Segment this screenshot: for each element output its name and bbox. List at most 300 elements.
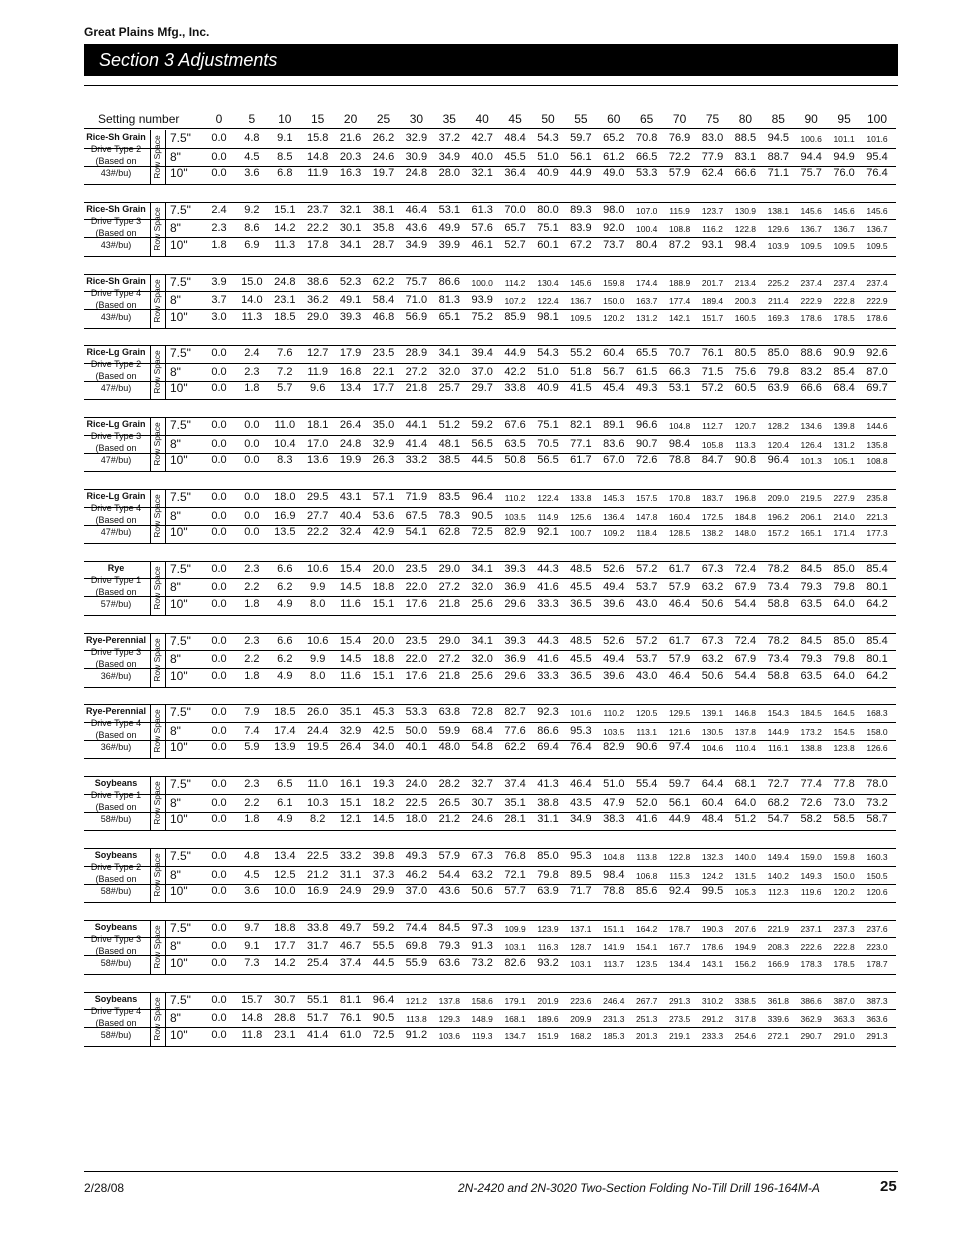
rate-cell: 10.6 (306, 634, 329, 647)
rate-cell: 78.8 (668, 454, 691, 467)
rate-cell: 36.5 (570, 597, 592, 610)
rate-cell: 63.2 (471, 868, 493, 881)
setting-number: 10 (278, 112, 292, 126)
row-space-label: Row Space (152, 135, 162, 179)
setting-number: 85 (771, 112, 785, 126)
rate-cell: 85.0 (537, 850, 559, 862)
rate-cell: 4.9 (277, 669, 293, 682)
rate-cell: 23.1 (274, 1028, 296, 1041)
rate-cell: 14.5 (372, 813, 395, 826)
rate-cell: 36.9 (504, 653, 526, 666)
rate-cell: 122.4 (537, 493, 559, 503)
page-number: 25 (880, 1178, 897, 1195)
rate-cell: 0.0 (211, 653, 227, 666)
row-space-label: Row Space (152, 350, 162, 395)
rate-cell: 74.4 (405, 921, 428, 934)
table-row (84, 507, 896, 526)
rate-cell: 9.9 (310, 581, 326, 594)
rate-cell: 219.5 (800, 493, 822, 503)
rate-cell: 133.8 (570, 493, 592, 503)
rate-cell: 1.8 (244, 813, 260, 826)
rate-cell: 8.0 (310, 597, 326, 610)
rate-cell: 54.3 (537, 347, 559, 360)
rate-cell: 177.3 (866, 528, 888, 538)
crop-detail: (Based on (95, 730, 137, 741)
rate-cell: 93.1 (701, 238, 724, 251)
crop-detail: 43#/bu) (100, 311, 132, 322)
rate-cell: 1.8 (244, 382, 260, 395)
row-spacing: 10" (170, 812, 188, 827)
rate-cell: 154.5 (833, 726, 855, 737)
rate-cell: 0.0 (244, 419, 260, 432)
row-space-label: Row Space (152, 422, 162, 466)
rate-cell: 61.7 (668, 562, 691, 575)
setting-number: 25 (376, 112, 391, 126)
rate-cell: 6.8 (277, 167, 293, 179)
rate-cell: 170.8 (668, 493, 691, 503)
rate-cell: 18.8 (372, 581, 395, 594)
rate-cell: 143.1 (701, 958, 724, 969)
rate-cell: 150.0 (833, 870, 855, 881)
rate-cell: 22.0 (405, 653, 428, 666)
rate-cell: 2.3 (244, 634, 260, 647)
rate-cell: 113.7 (603, 958, 625, 969)
setting-number: 30 (409, 112, 424, 126)
rate-cell: 363.6 (866, 1014, 888, 1025)
rate-cell: 128.7 (570, 942, 592, 953)
rate-cell: 66.6 (800, 382, 822, 395)
rate-cell: 63.5 (800, 597, 822, 610)
rate-cell: 12.7 (306, 347, 329, 360)
rate-cell: 37.2 (438, 132, 460, 144)
rate-cell: 15.1 (274, 203, 296, 216)
rate-cell: 154.1 (636, 942, 658, 953)
rate-cell: 94.5 (767, 132, 789, 144)
rate-cell: 207.6 (734, 923, 757, 934)
rate-cell: 118.4 (636, 528, 657, 538)
rate-cell: 59.9 (438, 724, 460, 737)
rate-cell: 45.4 (603, 382, 625, 395)
setting-number: 15 (311, 112, 325, 126)
rate-cell: 70.5 (537, 437, 559, 450)
rate-cell: 20.0 (372, 634, 395, 647)
rate-cell: 104.8 (603, 852, 625, 862)
rate-cell: 72.6 (635, 454, 658, 467)
rate-cell: 4.8 (244, 850, 260, 862)
rate-cell: 6.5 (277, 778, 293, 791)
rate-cell: 62.8 (438, 526, 460, 538)
rate-cell: 120.5 (636, 708, 658, 719)
rate-cell: 22.5 (405, 796, 428, 809)
rate-cell: 105.1 (833, 456, 855, 467)
rate-cell: 35.1 (339, 706, 362, 719)
rate-cell: 45.3 (372, 706, 395, 719)
rate-cell: 53.1 (438, 203, 460, 216)
rate-cell: 13.4 (274, 850, 296, 862)
table-row (84, 130, 896, 147)
rate-cell: 37.0 (405, 885, 428, 897)
row-spacing: 10" (170, 884, 188, 898)
rate-cell: 0.0 (211, 706, 227, 719)
rate-cell: 18.5 (274, 310, 296, 323)
rate-cell: 71.5 (701, 365, 724, 378)
rate-cell: 72.4 (734, 562, 757, 575)
rate-cell: 23.5 (405, 634, 428, 647)
rate-cell: 29.6 (504, 669, 526, 682)
rate-cell: 168.3 (866, 708, 888, 719)
rate-cell: 115.3 (669, 870, 690, 881)
crop-detail: (Based on (95, 586, 137, 597)
table-row (84, 848, 896, 865)
rate-cell: 122.8 (668, 852, 691, 862)
rate-cell: 52.3 (339, 275, 362, 288)
rate-cell: 83.2 (800, 365, 822, 378)
rate-cell: 254.6 (734, 1030, 757, 1041)
table-row (84, 417, 896, 434)
rate-cell: 82.9 (603, 741, 625, 754)
rate-cell: 83.5 (438, 491, 460, 503)
rate-cell: 72.6 (800, 796, 822, 809)
rate-cell: 93.9 (471, 294, 493, 307)
rate-cell: 71.9 (405, 491, 428, 503)
rate-cell: 172.5 (701, 511, 724, 522)
rate-cell: 8.3 (277, 454, 293, 467)
rate-cell: 57.7 (504, 885, 526, 897)
rate-cell: 69.7 (866, 382, 888, 395)
rate-cell: 98.4 (734, 238, 757, 251)
rate-cell: 0.0 (211, 526, 227, 538)
footer-title: 2N-2420 and 2N-3020 Two-Section Folding No-Till Drill 196-164M-A (458, 1181, 820, 1195)
rate-cell: 163.7 (636, 296, 658, 307)
rate-cell: 49.1 (339, 294, 362, 307)
rate-cell: 157.5 (636, 493, 658, 503)
rate-cell: 134.7 (504, 1030, 526, 1041)
rate-cell: 40.9 (537, 167, 559, 179)
rate-cell: 92.3 (537, 706, 559, 719)
rate-cell: 89.5 (570, 868, 592, 881)
rate-cell: 67.3 (701, 634, 724, 647)
rate-cell: 80.5 (734, 347, 757, 360)
rate-cell: 291.0 (833, 1030, 855, 1041)
rate-cell: 33.3 (537, 669, 559, 682)
crop-name: Soybeans (94, 921, 138, 932)
table-row (84, 811, 896, 828)
rate-cell: 68.2 (767, 796, 789, 809)
rate-cell: 339.6 (767, 1014, 789, 1025)
table-row (84, 291, 896, 310)
rate-cell: 17.4 (274, 724, 296, 737)
rate-cell: 27.7 (306, 509, 329, 522)
rate-cell: 49.7 (339, 921, 362, 934)
rate-cell: 140.0 (734, 852, 757, 862)
section-banner (84, 44, 898, 76)
crop-detail: 36#/bu) (100, 670, 132, 681)
rate-cell: 0.0 (211, 724, 227, 737)
rate-cell: 105.8 (701, 439, 724, 450)
rate-cell: 103.5 (504, 511, 526, 522)
rate-cell: 338.5 (734, 995, 757, 1006)
rate-cell: 43.0 (635, 597, 658, 610)
row-spacing: 7.5" (170, 777, 191, 792)
rate-cell: 85.9 (504, 310, 526, 323)
rate-cell: 27.2 (438, 653, 460, 666)
rate-cell: 10.4 (274, 437, 296, 450)
rate-cell: 107.2 (504, 296, 526, 307)
rate-cell: 17.6 (405, 597, 428, 610)
table-row (84, 866, 896, 885)
rate-cell: 137.8 (734, 726, 757, 737)
rate-cell: 85.0 (767, 347, 789, 360)
rate-cell: 49.9 (438, 222, 460, 235)
rate-cell: 101.6 (866, 134, 888, 144)
crop-name: Rice-Sh Grain (86, 275, 146, 286)
rate-cell: 2.3 (211, 222, 227, 235)
rate-cell: 44.5 (372, 956, 395, 969)
rate-cell: 189.4 (701, 296, 724, 307)
rate-cell: 164.5 (833, 708, 855, 719)
rate-cell: 168.1 (504, 1014, 526, 1025)
rate-cell: 79.3 (800, 653, 822, 666)
rate-cell: 14.5 (339, 581, 362, 594)
rate-cell: 73.2 (866, 796, 888, 809)
rate-cell: 75.6 (734, 365, 757, 378)
rate-cell: 48.5 (570, 634, 592, 647)
rate-cell: 11.9 (307, 365, 328, 378)
table-row (84, 363, 896, 382)
rate-cell: 46.4 (668, 669, 691, 682)
rate-cell: 120.2 (603, 312, 625, 323)
rate-cell: 183.7 (701, 493, 724, 503)
rate-cell: 3.7 (211, 294, 227, 307)
rate-cell: 145.6 (833, 205, 855, 216)
rate-cell: 39.3 (504, 634, 526, 647)
rate-cell: 237.4 (800, 277, 822, 288)
rate-cell: 39.3 (339, 310, 362, 323)
rate-cell: 92.4 (668, 885, 691, 897)
crop-block (84, 704, 896, 759)
rate-cell: 11.0 (307, 778, 328, 791)
rate-cell: 12.5 (274, 868, 296, 881)
row-spacing: 10" (170, 237, 188, 252)
rate-cell: 208.3 (767, 942, 789, 953)
crop-detail: 47#/bu) (100, 527, 132, 537)
rate-cell: 73.7 (603, 238, 625, 251)
rate-cell: 386.6 (800, 995, 822, 1006)
rate-cell: 96.6 (635, 419, 658, 432)
table-row (84, 452, 896, 469)
rate-cell: 136.7 (570, 296, 592, 307)
rate-cell: 53.3 (405, 706, 428, 719)
rate-cell: 85.4 (833, 365, 855, 378)
crop-detail: Drive Type 2 (90, 862, 142, 872)
rate-cell: 65.2 (603, 132, 625, 144)
rate-cell: 3.9 (211, 275, 227, 288)
rate-cell: 87.0 (866, 365, 888, 378)
rate-cell: 17.7 (274, 940, 296, 953)
rate-cell: 41.3 (537, 778, 559, 791)
rate-cell: 53.7 (635, 581, 658, 594)
rate-cell: 131.5 (734, 870, 757, 881)
row-space-label: Row Space (152, 494, 162, 538)
rate-cell: 63.8 (438, 706, 460, 719)
row-spacing: 7.5" (170, 849, 191, 863)
rate-cell: 94.9 (833, 150, 855, 163)
rate-cell: 114.9 (537, 511, 559, 522)
rate-cell: 196.8 (734, 493, 757, 503)
rate-cell: 137.8 (438, 995, 460, 1006)
rate-cell: 139.8 (833, 421, 855, 432)
rate-cell: 136.4 (603, 511, 625, 522)
rate-cell: 142.1 (668, 312, 691, 323)
rate-cell: 20.0 (372, 562, 395, 575)
rate-cell: 90.6 (635, 741, 658, 754)
rate-cell: 317.8 (734, 1014, 757, 1025)
rate-cell: 46.8 (372, 310, 395, 323)
rate-cell: 16.3 (339, 167, 362, 179)
rate-cell: 7.4 (244, 724, 260, 737)
rate-cell: 0.0 (211, 132, 227, 144)
rate-cell: 41.6 (537, 653, 559, 666)
crop-detail: Drive Type 3 (90, 933, 142, 944)
crop-detail: 58#/bu) (100, 1029, 132, 1040)
row-spacing: 8" (170, 508, 181, 523)
rate-cell: 88.5 (734, 132, 757, 144)
header-rule (84, 85, 898, 86)
rate-cell: 100.4 (636, 224, 658, 235)
rate-cell: 148.9 (471, 1014, 493, 1025)
rate-cell: 57.2 (635, 562, 658, 575)
rate-cell: 72.5 (372, 1028, 395, 1041)
rate-cell: 22.0 (405, 581, 428, 594)
rate-cell: 184.5 (800, 708, 822, 719)
rate-cell: 63.5 (800, 669, 822, 682)
setting-number: 40 (475, 112, 489, 126)
row-spacing: 7.5" (170, 920, 191, 935)
crop-detail: Drive Type 2 (90, 144, 142, 154)
rate-cell: 9.6 (310, 382, 326, 395)
rate-cell: 83.1 (734, 150, 757, 163)
crop-block (84, 345, 896, 400)
rate-cell: 24.0 (405, 778, 428, 791)
rate-cell: 37.0 (471, 365, 493, 378)
setting-number: 20 (343, 112, 358, 126)
rate-cell: 11.8 (241, 1028, 263, 1041)
rate-cell: 24.8 (339, 437, 362, 450)
rate-cell: 107.0 (636, 205, 658, 216)
rate-cell: 23.5 (405, 562, 428, 575)
rate-cell: 55.9 (405, 956, 428, 969)
row-space-label: Row Space (152, 781, 162, 825)
rate-cell: 39.9 (438, 238, 460, 251)
rate-cell: 77.9 (701, 150, 724, 163)
rate-cell: 0.0 (211, 956, 227, 969)
rate-cell: 223.0 (866, 942, 888, 953)
table-row (84, 202, 896, 219)
rate-cell: 31.1 (339, 868, 362, 881)
rate-cell: 30.7 (274, 993, 296, 1006)
rate-cell: 37.4 (504, 778, 526, 791)
rate-cell: 6.6 (277, 562, 293, 575)
rate-cell: 40.4 (339, 509, 362, 522)
rate-cell: 39.6 (603, 669, 625, 682)
rate-cell: 25.7 (438, 382, 460, 395)
rate-cell: 69.8 (405, 940, 428, 953)
rate-cell: 178.5 (833, 958, 855, 969)
rate-cell: 145.6 (866, 205, 888, 216)
rate-cell: 0.0 (211, 150, 227, 163)
rate-cell: 76.0 (833, 167, 855, 179)
rate-cell: 26.3 (372, 454, 395, 467)
rate-cell: 110.2 (504, 493, 526, 503)
rate-cell: 109.5 (866, 240, 888, 251)
rate-cell: 76.4 (866, 167, 888, 179)
rate-cell: 87.2 (668, 238, 691, 251)
rate-cell: 237.4 (866, 277, 888, 288)
rate-cell: 221.3 (866, 511, 888, 522)
rate-cell: 123.8 (833, 743, 855, 754)
rate-cell: 72.2 (668, 150, 691, 163)
setting-number: 90 (804, 112, 818, 126)
rate-cell: 129.3 (438, 1014, 460, 1025)
rate-cell: 30.9 (405, 150, 428, 163)
rate-cell: 31.1 (537, 813, 559, 826)
rate-cell: 18.8 (372, 653, 395, 666)
rate-cell: 4.9 (277, 597, 293, 610)
rate-cell: 44.5 (471, 454, 493, 467)
crop-detail: 58#/bu) (100, 957, 132, 968)
rate-cell: 59.7 (570, 132, 592, 144)
rate-cell: 130.4 (537, 277, 559, 288)
rate-cell: 54.1 (405, 526, 428, 538)
crop-detail: 36#/bu) (100, 742, 132, 753)
row-spacing: 7.5" (170, 992, 191, 1007)
rate-cell: 59.2 (471, 419, 493, 432)
table-row (84, 920, 896, 937)
rate-cell: 146.8 (734, 708, 757, 719)
rate-cell: 58.5 (833, 813, 855, 826)
table-row (84, 794, 896, 813)
rate-cell: 90.7 (635, 437, 658, 450)
rate-cell: 64.2 (866, 597, 888, 610)
rate-cell: 81.3 (438, 294, 460, 307)
rate-cell: 120.4 (767, 439, 789, 450)
rate-cell: 88.6 (800, 347, 822, 360)
rate-cell: 21.8 (438, 597, 460, 610)
rate-cell: 0.0 (211, 885, 227, 897)
rate-cell: 64.0 (734, 796, 757, 809)
rate-cell: 129.6 (767, 224, 789, 235)
rate-cell: 4.8 (244, 132, 260, 144)
crop-block (84, 920, 896, 975)
rate-cell: 40.1 (405, 741, 428, 754)
rate-cell: 16.9 (274, 509, 296, 522)
rate-cell: 173.2 (800, 726, 822, 737)
rate-cell: 28.0 (438, 167, 460, 179)
rate-cell: 46.4 (405, 203, 428, 216)
rate-cell: 0.0 (211, 581, 227, 594)
crop-block (84, 992, 896, 1047)
rate-cell: 100.7 (570, 528, 592, 538)
rate-cell: 2.3 (244, 365, 260, 378)
rate-cell: 201.9 (537, 995, 559, 1006)
rate-cell: 35.8 (372, 222, 395, 235)
rate-cell: 0.0 (211, 778, 227, 791)
rate-cell: 62.4 (701, 167, 724, 179)
rate-cell: 2.2 (244, 653, 260, 666)
rate-cell: 67.9 (734, 581, 757, 594)
rate-cell: 55.5 (372, 940, 395, 953)
rate-cell: 3.6 (244, 167, 260, 179)
